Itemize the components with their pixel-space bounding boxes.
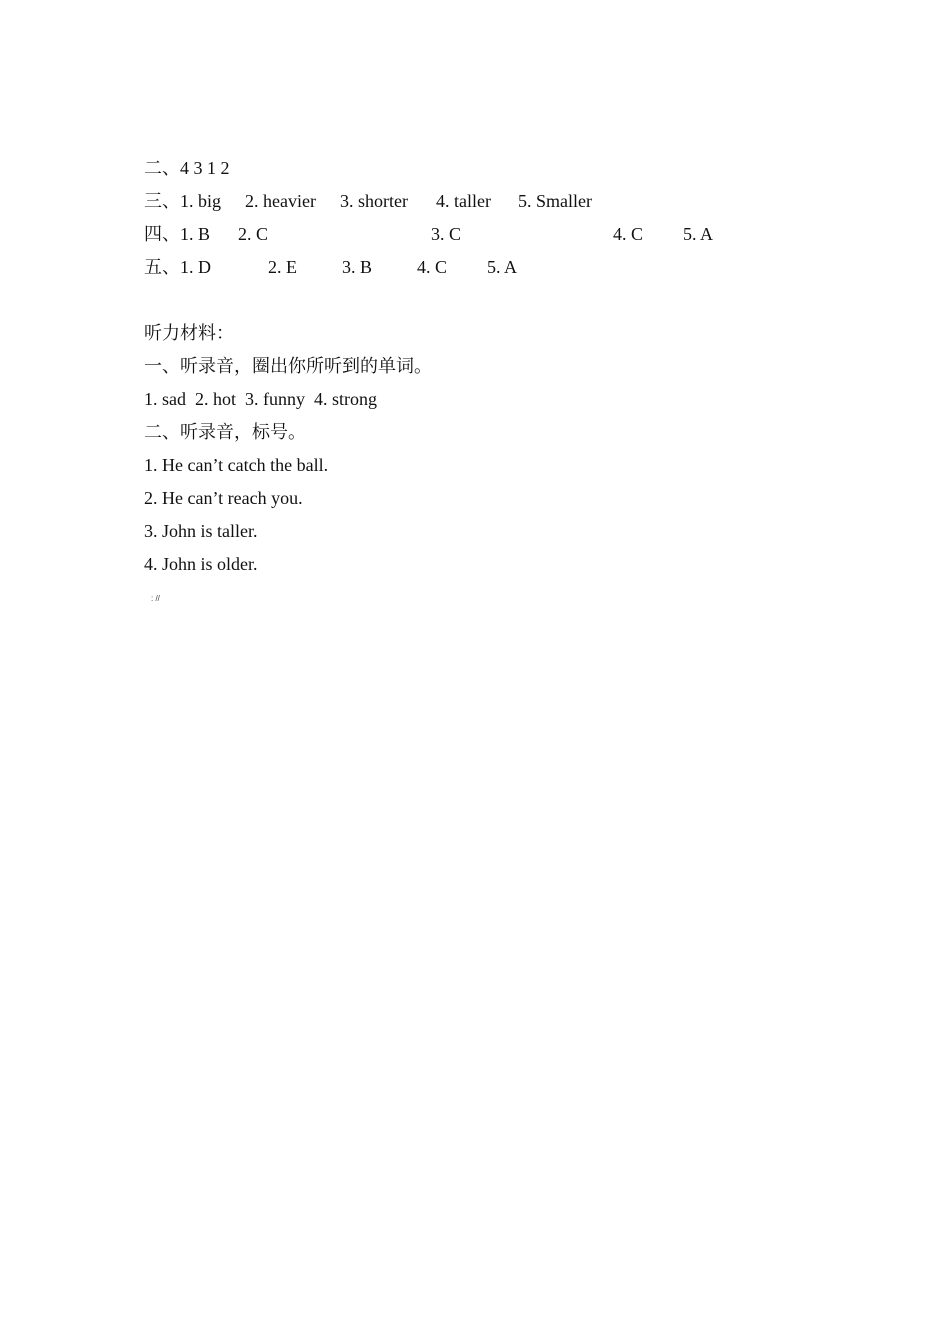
answer-row-2-text: 二、4 3 1 2 [144, 158, 230, 178]
listening-sentence-text: 4. John is older. [144, 554, 258, 574]
listening-sentence-text: 2. He can’t reach you. [144, 488, 303, 508]
listening-sentence-text: 3. John is taller. [144, 521, 258, 541]
answer-row-3-prefix: 三、1. big [144, 191, 222, 211]
answer-row-3-item: 5. Smaller [518, 191, 592, 211]
answer-row-4-item: 2. C [238, 224, 269, 244]
listening-part1-words-text: 1. sad 2. hot 3. funny 4. strong [144, 389, 377, 409]
footer-mark: : // [151, 594, 160, 603]
answer-row-4-item: 4. C [613, 224, 644, 244]
listening-sentence-text: 1. He can’t catch the ball. [144, 455, 329, 475]
listening-part1-title-text: 一、听录音，圈出你所听到的单词。 [144, 356, 432, 376]
answer-row-4-prefix: 四、1. B [144, 224, 211, 244]
listening-part2-title-text: 二、听录音，标号。 [144, 422, 306, 442]
answer-row-4-item: 5. A [683, 224, 714, 244]
answer-row-5-item: 5. A [487, 257, 518, 277]
answer-row-5-item: 2. E [268, 257, 297, 277]
answer-row-3-item: 3. shorter [340, 191, 408, 211]
answer-row-3-item: 4. taller [436, 191, 491, 211]
listening-heading-text: 听力材料： [144, 323, 234, 343]
answer-row-4-item: 3. C [431, 224, 462, 244]
answer-row-5-item: 3. B [342, 257, 373, 277]
answer-row-5-prefix: 五、1. D [144, 257, 211, 277]
answer-row-5-item: 4. C [417, 257, 448, 277]
answer-row-3-item: 2. heavier [245, 191, 316, 211]
